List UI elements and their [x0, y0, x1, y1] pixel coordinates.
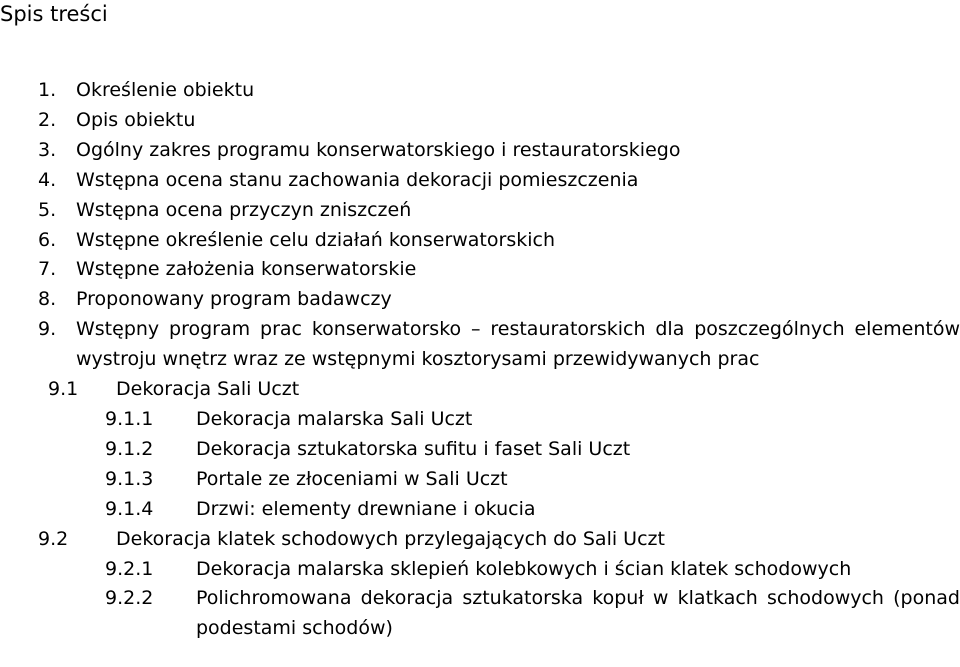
toc-item-9-2	[0, 525, 960, 555]
toc-item-number: 7.	[38, 258, 57, 281]
toc-item-title: Określenie obiektu	[76, 79, 255, 101]
toc-item-title: Wstępny program prac konserwatorsko – restauratorskich dla poszczególnych elementów wystroju wnętrz wraz ze wstępnymi kosztorysami przewidywanych prac	[76, 318, 960, 371]
toc-item-9-2-1	[0, 555, 960, 585]
toc-item-9-1-4	[0, 495, 960, 525]
toc-item-number: 9.1.3	[105, 467, 154, 490]
toc-item-title: Wstępna ocena przyczyn zniszczeń	[76, 198, 412, 221]
toc-item-number: 2.	[38, 108, 57, 131]
toc-item-title: Dekoracja klatek schodowych przylegających do Sali Uczt	[116, 527, 665, 550]
toc-item-5	[0, 196, 960, 226]
toc-item-title: Polichromowana dekoracja sztukatorska kopuł w klatkach schodowych (ponad podestami schodów)	[196, 587, 960, 640]
toc-item-title: Opis obiektu	[76, 108, 196, 131]
page-title: Spis treści	[0, 2, 108, 26]
toc-item-9-1-1	[0, 405, 960, 435]
toc-item-number: 9.2	[38, 527, 69, 550]
toc-item-number: 9.1.4	[105, 497, 154, 520]
toc-item-1	[0, 76, 960, 106]
toc-item-4	[0, 166, 960, 196]
toc-item-number: 9.	[38, 318, 57, 341]
toc-item-title: Drzwi: elementy drewniane i okucia	[196, 497, 536, 520]
toc-item-number: 5.	[38, 198, 57, 221]
toc-item-3	[0, 136, 960, 166]
toc-item-number: 9.2.2	[105, 587, 154, 610]
toc-item-title: Wstępna ocena stanu zachowania dekoracji pomieszczenia	[76, 168, 639, 191]
toc-item-2	[0, 106, 960, 136]
toc-item-8	[0, 285, 960, 315]
toc-item-number: 3.	[38, 138, 57, 161]
toc-item-7	[0, 255, 960, 285]
table-of-contents	[0, 76, 960, 644]
toc-item-number: 6.	[38, 228, 57, 251]
toc-item-number: 8.	[38, 288, 57, 311]
toc-item-number: 9.1.2	[105, 437, 154, 460]
toc-item-title: Wstępne określenie celu działań konserwatorskich	[76, 228, 555, 251]
toc-item-title: Portale ze złoceniami w Sali Uczt	[196, 467, 508, 490]
toc-item-title: Proponowany program badawczy	[76, 288, 392, 311]
toc-item-title: Dekoracja malarska sklepień kolebkowych i ścian klatek schodowych	[196, 557, 852, 580]
toc-item-9	[0, 315, 960, 375]
toc-item-9-1-3	[0, 465, 960, 495]
toc-item-title: Dekoracja sztukatorska sufitu i faset Sali Uczt	[196, 437, 631, 460]
toc-item-number: 9.1	[48, 378, 79, 401]
toc-item-9-1-2	[0, 435, 960, 465]
toc-item-title: Dekoracja Sali Uczt	[116, 378, 300, 401]
toc-item-6	[0, 226, 960, 256]
toc-item-number: 9.2.1	[105, 557, 154, 580]
toc-item-number: 9.1.1	[105, 407, 154, 430]
toc-item-title: Dekoracja malarska Sali Uczt	[196, 407, 473, 430]
toc-item-number: 4.	[38, 168, 57, 191]
toc-item-number: 1.	[38, 79, 57, 101]
toc-item-title: Ogólny zakres programu konserwatorskiego i restauratorskiego	[76, 138, 681, 161]
toc-item-9-1	[0, 375, 960, 405]
toc-item-9-2-2	[0, 584, 960, 644]
toc-item-title: Wstępne założenia konserwatorskie	[76, 258, 417, 281]
